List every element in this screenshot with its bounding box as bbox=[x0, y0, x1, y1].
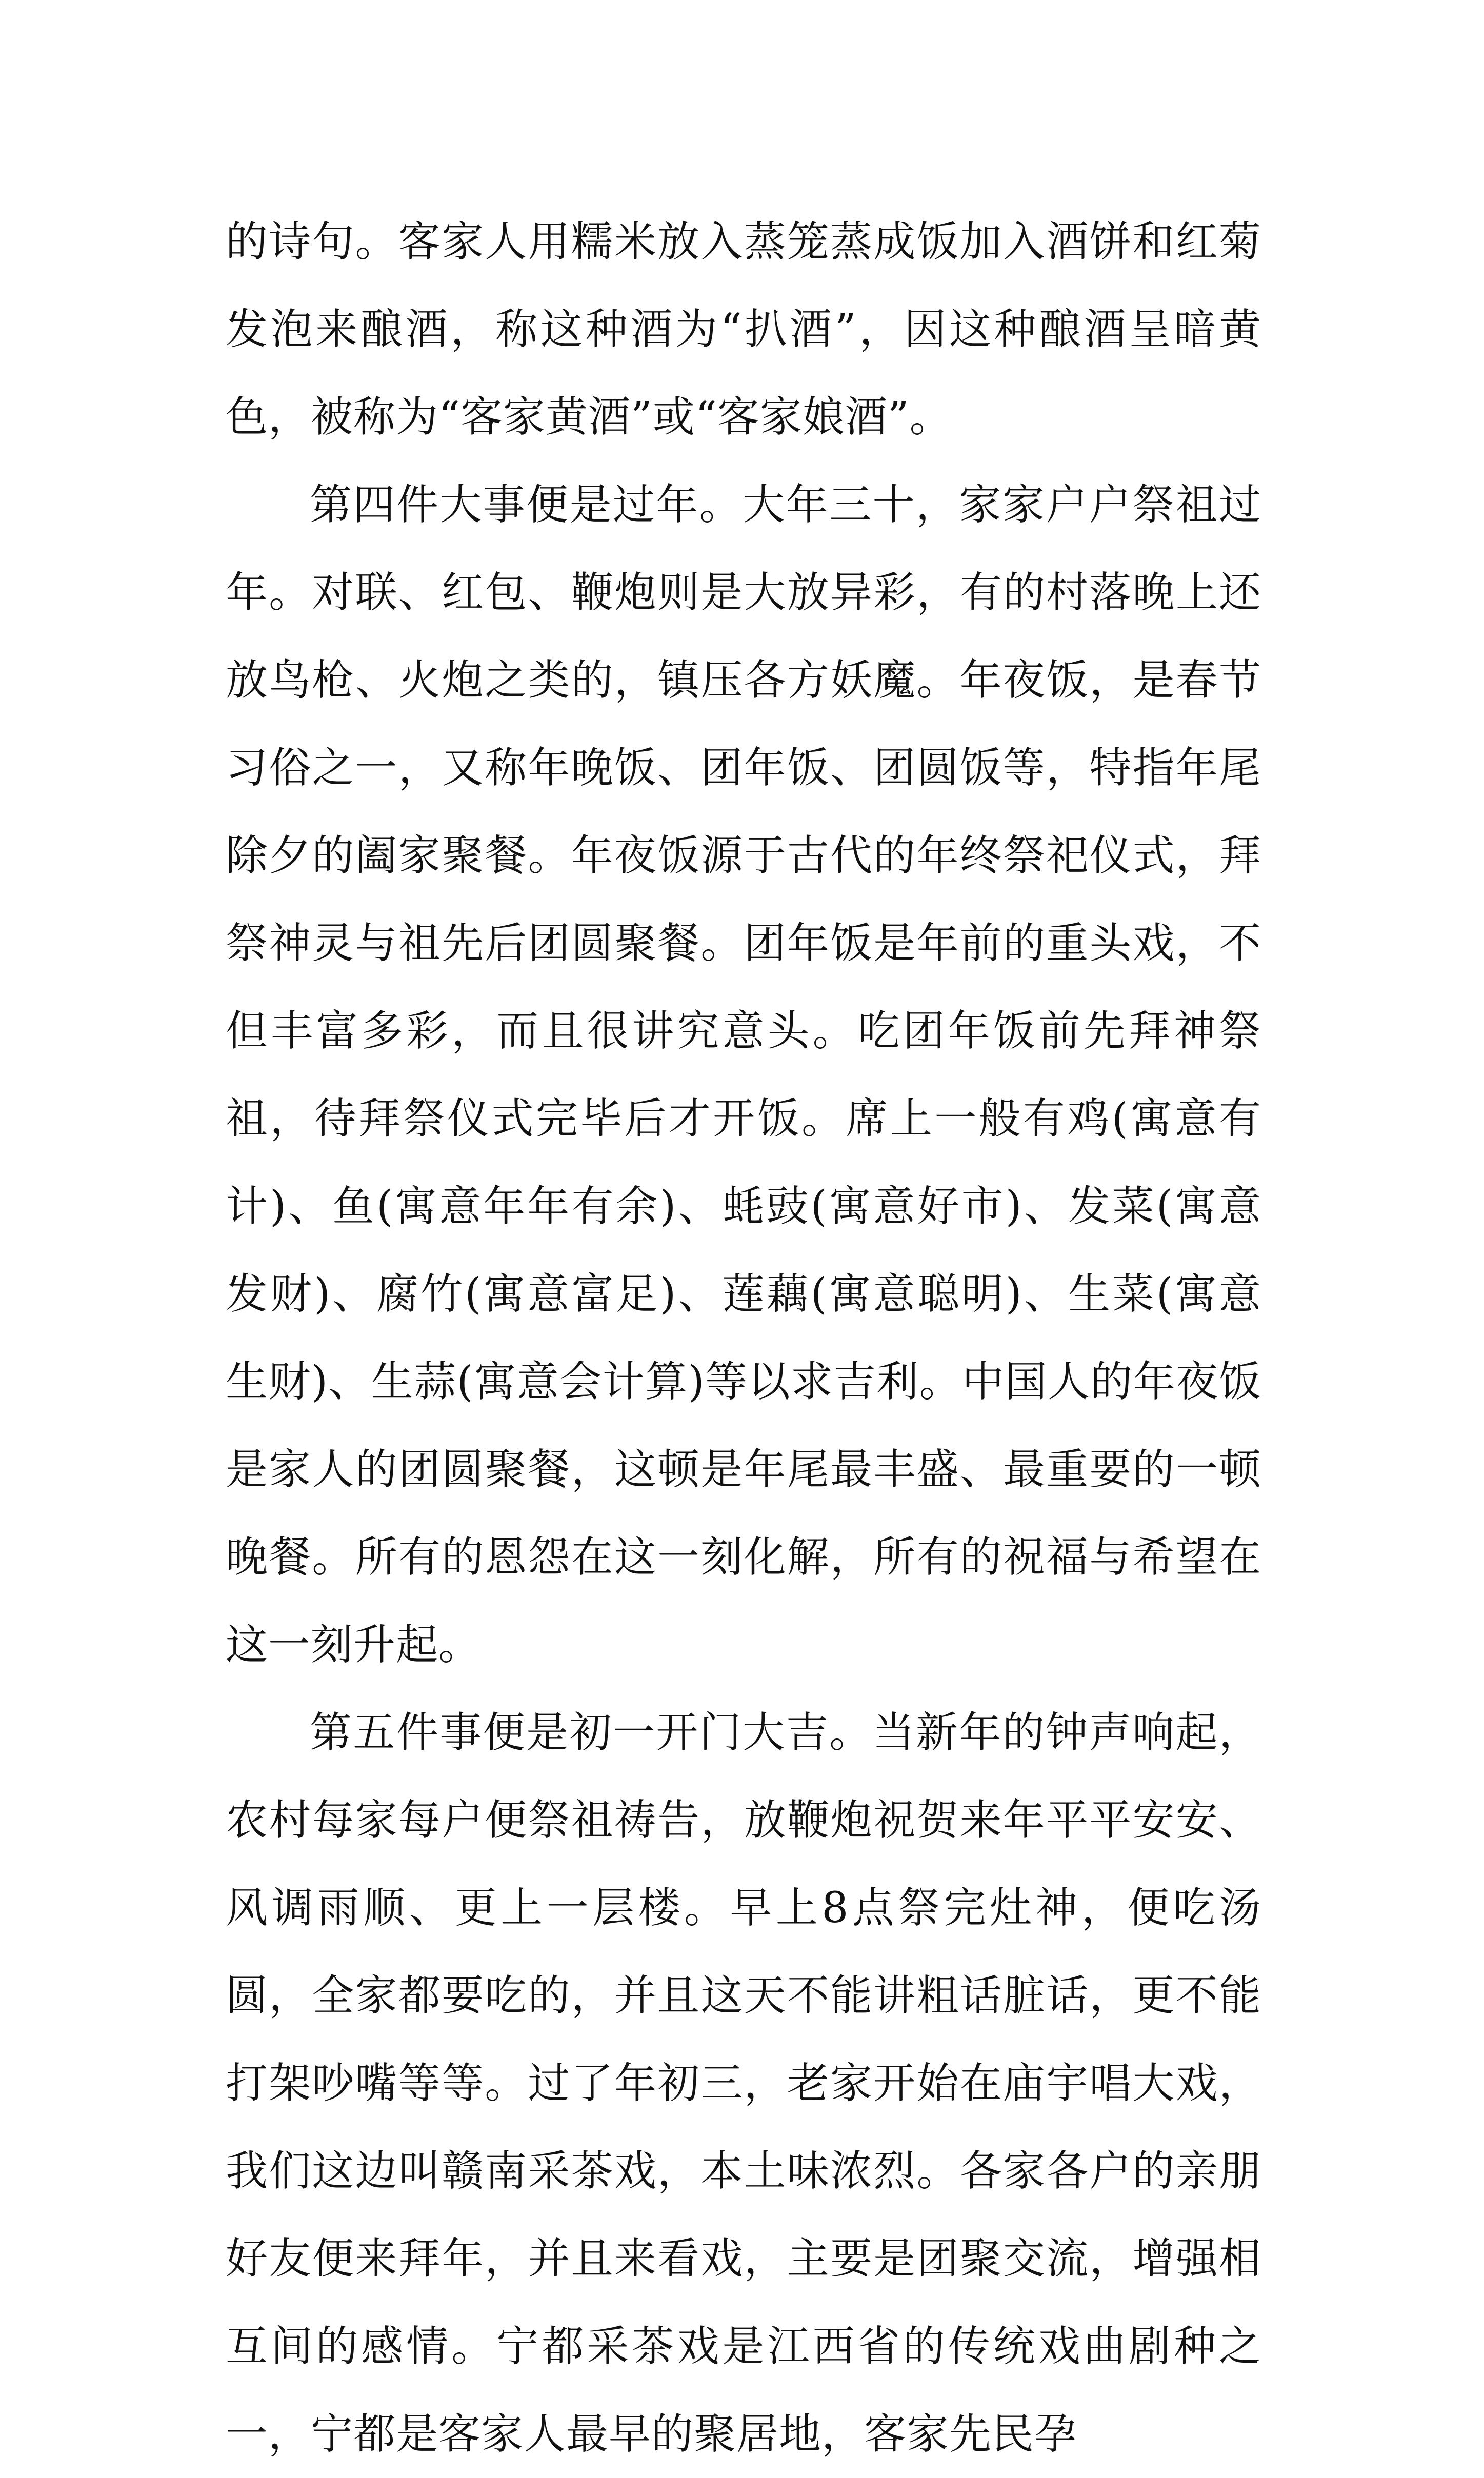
body-text bbox=[226, 198, 1261, 2478]
paragraph-fifth-event: 第五件事便是初一开门大吉。当新年的钟声响起，农村每家每户便祭祖祷告，放鞭炮祝贺来年平平安安、风调雨顺、更上一层楼。早上8点祭完灶神，便吃汤圆，全家都要吃的，并且这天不能讲粗话脏话，更不能打架吵嘴等等。过了年初三，老家开始在庙宇唱大戏，我们这边叫赣南采茶戏，本土味浓烈。各家各户的亲朋好友便来拜年，并且来看戏，主要是团聚交流，增强相互间的感情。宁都采茶戏是江西省的传统戏曲剧种之一，宁都是客家人最早的聚居地，客家先民孕 bbox=[226, 1708, 1261, 2459]
paragraph-continuation: 的诗句。客家人用糯米放入蒸笼蒸成饭加入酒饼和红菊发泡来酿酒，称这种酒为“扒酒”，因这种酿酒呈暗黄色，被称为“客家黄酒”或“客家娘酒”。 bbox=[226, 217, 1261, 442]
paragraph-fourth-event: 第四件大事便是过年。大年三十，家家户户祭祖过年。对联、红包、鞭炮则是大放异彩，有的村落晚上还放鸟枪、火炮之类的，镇压各方妖魔。年夜饭，是春节习俗之一，又称年晚饭、团年饭、团圆饭等，特指年尾除夕的阖家聚餐。年夜饭源于古代的年终祭祀仪式，拜祭神灵与祖先后团圆聚餐。团年饭是年前的重头戏，不但丰富多彩，而且很讲究意头。吃团年饭前先拜神祭祖，待拜祭仪式完毕后才开饭。席上一般有鸡(寓意有计)、鱼(寓意年年有余)、蚝豉(寓意好市)、发菜(寓意发财)、腐竹(寓意富足)、莲藕(寓意聪明)、生菜(寓意生财)、生蒜(寓意会计算)等以求吉利。中国人的年夜饭是家人的团圆聚餐，这顿是年尾最丰盛、最重要的一顿晚餐。所有的恩怨在这一刻化解，所有的祝福与希望在这一刻升起。 bbox=[226, 481, 1261, 1669]
